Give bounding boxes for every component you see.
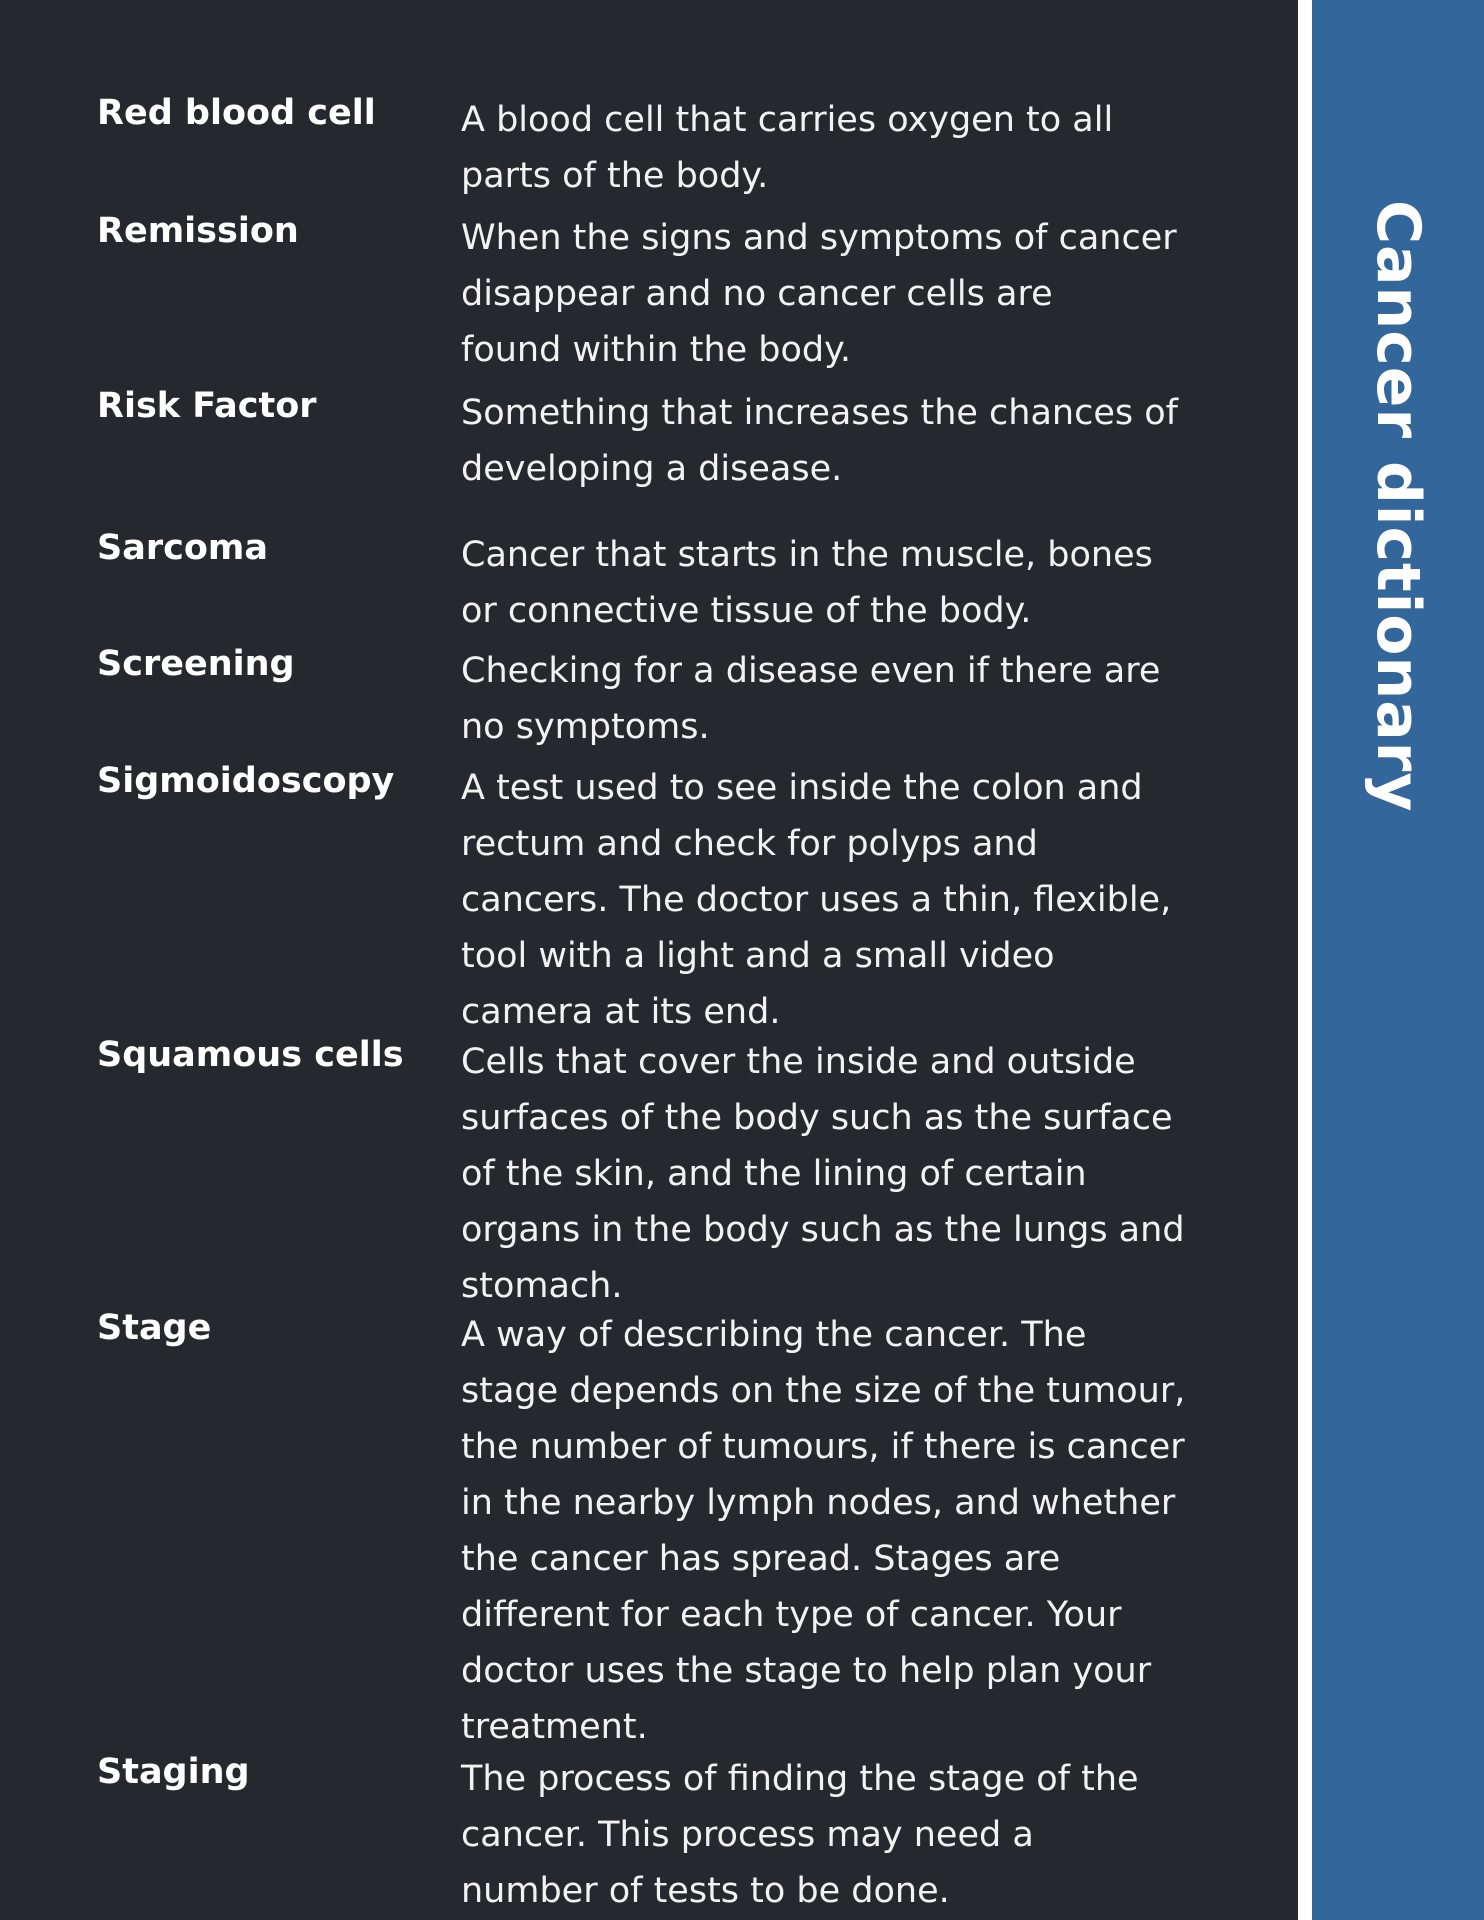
entry-term: Stage <box>97 1308 212 1348</box>
sidebar-divider <box>1298 0 1312 1920</box>
entry-definition: When the signs and symptoms of cancer disappear and no cancer cells are found within the body. <box>461 218 1177 370</box>
entry-definition: Cancer that starts in the muscle, bones or connective tissue of the body. <box>461 535 1153 631</box>
entry-definition: A test used to see inside the colon and rectum and check for polyps and cancers. The doctor uses a thin, flexible, tool with a light and a small video camera at its end. <box>461 768 1172 1032</box>
entry-term: Screening <box>97 644 295 684</box>
entry-definition: A blood cell that carries oxygen to all parts of the body. <box>461 100 1114 196</box>
entry-term: Sigmoidoscopy <box>97 761 395 801</box>
sidebar-title: Cancer dictionary <box>1363 200 1433 813</box>
entry-definition: Something that increases the chances of developing a disease. <box>461 393 1178 489</box>
entry-definition: Cells that cover the inside and outside surfaces of the body such as the surface of the skin, and the lining of certain organs in the body such as the lungs and stomach. <box>461 1042 1185 1306</box>
entry-term: Staging <box>97 1752 250 1792</box>
entry-definition: A way of describing the cancer. The stage depends on the size of the tumour, the number of tumours, if there is cancer in the nearby lymph nodes, and whether the cancer has spread. Stages are different for each type of cancer. Your doctor uses the stage to help plan your treatment. <box>461 1315 1186 1747</box>
entry-definition: Checking for a disease even if there are no symptoms. <box>461 651 1161 747</box>
entry-term: Red blood cell <box>97 93 376 133</box>
entry-definition: The process of finding the stage of the cancer. This process may need a number of tests to be done. <box>461 1759 1139 1911</box>
entry-term: Sarcoma <box>97 528 268 568</box>
entry-term: Risk Factor <box>97 386 317 426</box>
entry-term: Remission <box>97 211 299 251</box>
entry-term: Squamous cells <box>97 1035 404 1075</box>
